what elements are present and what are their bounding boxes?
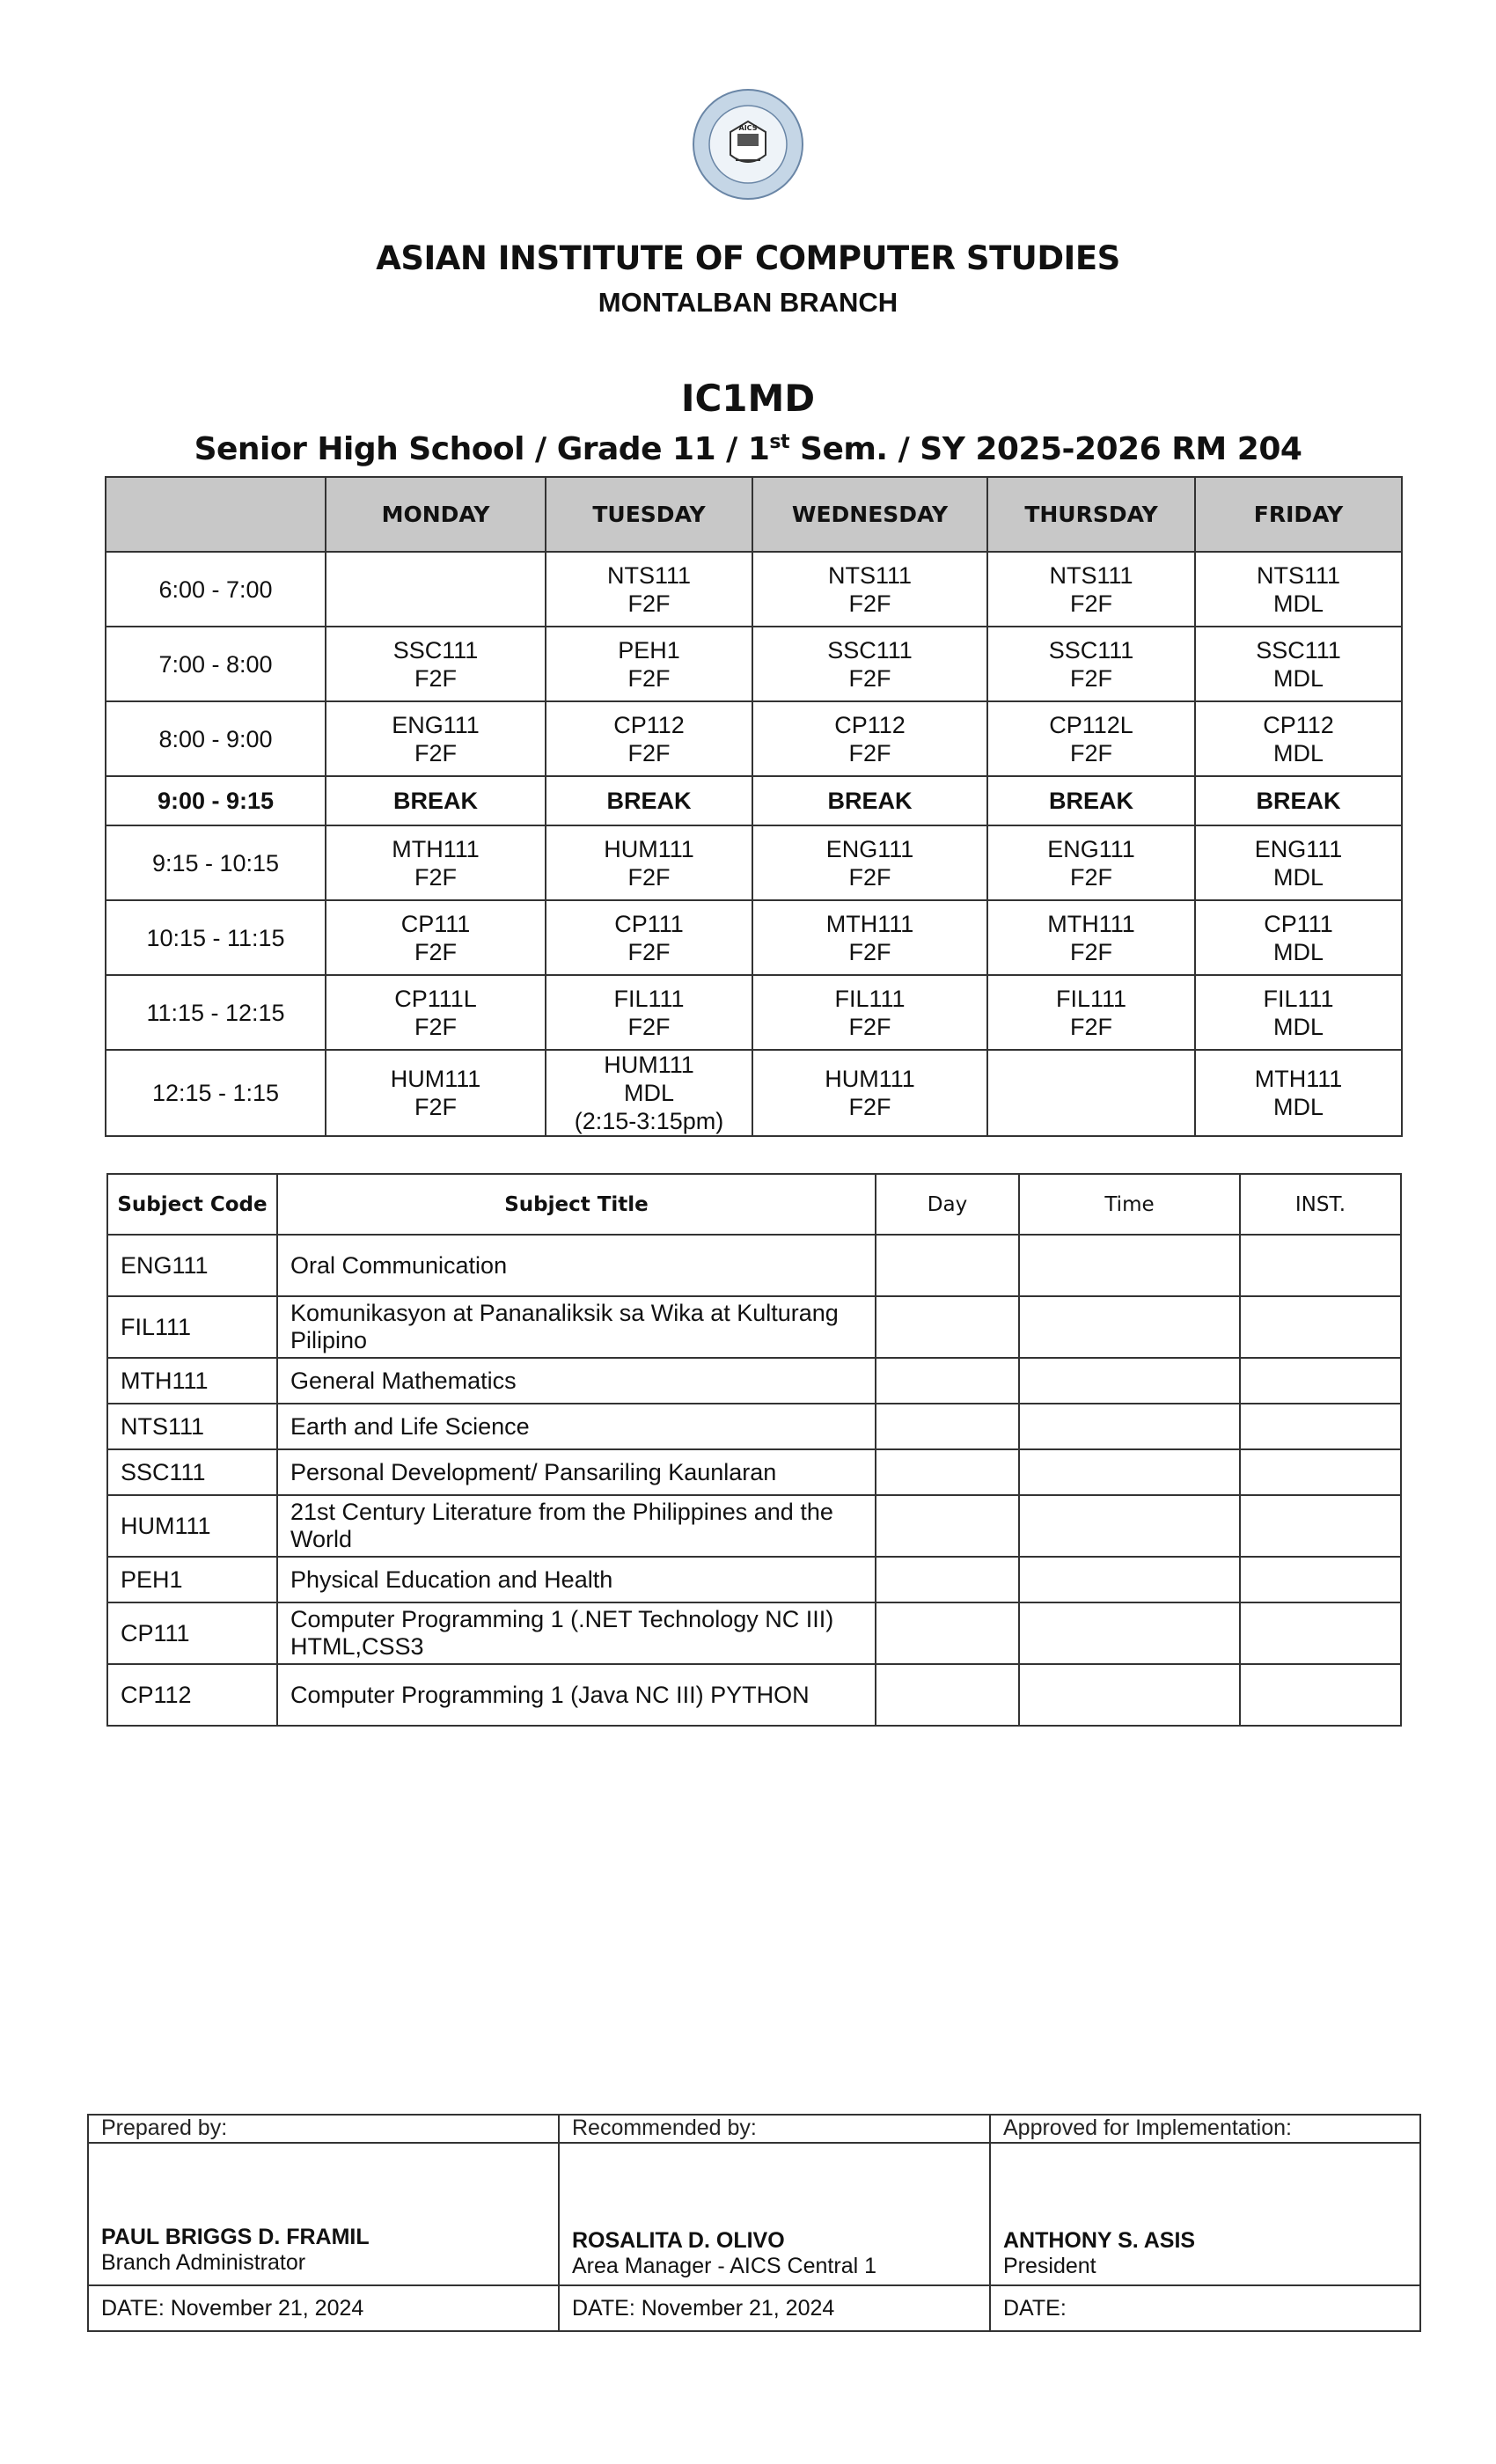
subject-row xyxy=(107,1404,1401,1449)
subject-instructor xyxy=(1240,1296,1401,1358)
class-cell: CP111 MDL xyxy=(1195,900,1402,975)
subject-row xyxy=(107,1358,1401,1404)
subject-day xyxy=(876,1296,1019,1358)
subjects-header-row xyxy=(107,1174,1401,1235)
instructor-header: INST. xyxy=(1240,1174,1401,1235)
time-slot: 10:15 - 11:15 xyxy=(106,900,326,975)
class-cell: SSC111 MDL xyxy=(1195,627,1402,701)
signature-dates-row xyxy=(88,2285,1420,2331)
break-cell: BREAK xyxy=(987,776,1195,825)
break-cell: BREAK xyxy=(752,776,987,825)
subject-time xyxy=(1019,1664,1240,1726)
subject-code: MTH111 xyxy=(107,1358,277,1404)
signature-names-row xyxy=(88,2143,1420,2285)
subject-title: Physical Education and Health xyxy=(277,1557,876,1602)
subject-day xyxy=(876,1602,1019,1664)
subject-day xyxy=(876,1235,1019,1296)
subject-time xyxy=(1019,1296,1240,1358)
class-cell: CP111 F2F xyxy=(546,900,752,975)
prepared-date: DATE: November 21, 2024 xyxy=(88,2285,559,2331)
class-cell: CP112 MDL xyxy=(1195,701,1402,776)
class-cell xyxy=(326,552,546,627)
prepared-by-name: PAUL BRIGGS D. FRAMIL xyxy=(101,2225,370,2249)
subject-time xyxy=(1019,1557,1240,1602)
day-header: FRIDAY xyxy=(1195,477,1402,552)
subject-instructor xyxy=(1240,1235,1401,1296)
class-cell: MTH111 F2F xyxy=(987,900,1195,975)
day-header: WEDNESDAY xyxy=(752,477,987,552)
class-cell: NTS111 F2F xyxy=(546,552,752,627)
class-cell: FIL111 MDL xyxy=(1195,975,1402,1050)
recommended-by-name: ROSALITA D. OLIVO xyxy=(572,2228,785,2253)
schedule-header-row xyxy=(106,477,1402,552)
class-cell: ENG111 F2F xyxy=(987,825,1195,900)
subject-row xyxy=(107,1602,1401,1664)
time-slot: 11:15 - 12:15 xyxy=(106,975,326,1050)
subject-code: NTS111 xyxy=(107,1404,277,1449)
class-cell: SSC111 F2F xyxy=(987,627,1195,701)
schedule-row xyxy=(106,627,1402,701)
schedule-subtitle: Senior High School / Grade 11 / 1st Sem. / SY 2025-2026 RM 204 xyxy=(194,431,1302,467)
class-cell: HUM111 F2F xyxy=(752,1050,987,1136)
subject-row xyxy=(107,1449,1401,1495)
schedule-row xyxy=(106,701,1402,776)
time-slot: 9:15 - 10:15 xyxy=(106,825,326,900)
time-slot: 6:00 - 7:00 xyxy=(106,552,326,627)
day-header: THURSDAY xyxy=(987,477,1195,552)
subject-day xyxy=(876,1358,1019,1404)
subject-code: SSC111 xyxy=(107,1449,277,1495)
break-cell: BREAK xyxy=(326,776,546,825)
section-code: IC1MD xyxy=(680,377,816,420)
class-cell: HUM111 F2F xyxy=(546,825,752,900)
subject-day xyxy=(876,1404,1019,1449)
approved-by-label: Approved for Implementation: xyxy=(990,2115,1420,2143)
recommended-by-label: Recommended by: xyxy=(559,2115,990,2143)
class-cell: SSC111 F2F xyxy=(326,627,546,701)
class-cell: CP111L F2F xyxy=(326,975,546,1050)
recommended-by-signatory xyxy=(559,2143,990,2285)
svg-text:AICS: AICS xyxy=(738,124,758,132)
day-header: TUESDAY xyxy=(546,477,752,552)
day-header: MONDAY xyxy=(326,477,546,552)
schedule-row xyxy=(106,552,1402,627)
schedule-row xyxy=(106,825,1402,900)
subject-code: CP112 xyxy=(107,1664,277,1726)
subject-day xyxy=(876,1495,1019,1557)
break-cell: BREAK xyxy=(546,776,752,825)
time-header: Time xyxy=(1019,1174,1240,1235)
approved-date: DATE: xyxy=(990,2285,1420,2331)
recommended-date: DATE: November 21, 2024 xyxy=(559,2285,990,2331)
approved-by-signatory xyxy=(990,2143,1420,2285)
signature-block xyxy=(87,2114,1421,2332)
subject-instructor xyxy=(1240,1404,1401,1449)
class-cell: CP111 F2F xyxy=(326,900,546,975)
subject-code-header: Subject Code xyxy=(107,1174,277,1235)
prepared-by-label: Prepared by: xyxy=(88,2115,559,2143)
prepared-by-role: Branch Administrator xyxy=(101,2250,306,2275)
subject-code: FIL111 xyxy=(107,1296,277,1358)
subject-time xyxy=(1019,1404,1240,1449)
class-cell: NTS111 MDL xyxy=(1195,552,1402,627)
class-cell: PEH1 F2F xyxy=(546,627,752,701)
class-schedule-table xyxy=(105,476,1403,1137)
subject-instructor xyxy=(1240,1495,1401,1557)
subject-title: Computer Programming 1 (Java NC III) PYTHON xyxy=(277,1664,876,1726)
subject-title: Oral Communication xyxy=(277,1235,876,1296)
class-cell: HUM111 MDL (2:15-3:15pm) xyxy=(546,1050,752,1136)
subject-instructor xyxy=(1240,1557,1401,1602)
schedule-row xyxy=(106,1050,1402,1136)
subject-title-header: Subject Title xyxy=(277,1174,876,1235)
subject-time xyxy=(1019,1602,1240,1664)
day-header: Day xyxy=(876,1174,1019,1235)
subject-row xyxy=(107,1235,1401,1296)
subject-row xyxy=(107,1664,1401,1726)
class-cell: FIL111 F2F xyxy=(752,975,987,1050)
recommended-by-role: Area Manager - AICS Central 1 xyxy=(572,2254,876,2278)
subject-time xyxy=(1019,1358,1240,1404)
subjects-table xyxy=(106,1173,1402,1727)
class-cell: MTH111 MDL xyxy=(1195,1050,1402,1136)
class-cell: FIL111 F2F xyxy=(546,975,752,1050)
class-cell: NTS111 F2F xyxy=(752,552,987,627)
aics-seal-logo xyxy=(692,88,804,201)
subject-time xyxy=(1019,1495,1240,1557)
class-cell: FIL111 F2F xyxy=(987,975,1195,1050)
time-slot: 8:00 - 9:00 xyxy=(106,701,326,776)
approved-by-name: ANTHONY S. ASIS xyxy=(1003,2228,1196,2253)
schedule-row xyxy=(106,900,1402,975)
subject-instructor xyxy=(1240,1664,1401,1726)
subject-instructor xyxy=(1240,1358,1401,1404)
subject-row xyxy=(107,1296,1401,1358)
subject-code: HUM111 xyxy=(107,1495,277,1557)
subject-day xyxy=(876,1557,1019,1602)
class-cell: CP112L F2F xyxy=(987,701,1195,776)
subject-code: ENG111 xyxy=(107,1235,277,1296)
subject-title: Earth and Life Science xyxy=(277,1404,876,1449)
class-cell: SSC111 F2F xyxy=(752,627,987,701)
subject-code: PEH1 xyxy=(107,1557,277,1602)
class-cell: MTH111 F2F xyxy=(752,900,987,975)
class-cell: MTH111 F2F xyxy=(326,825,546,900)
break-cell: BREAK xyxy=(1195,776,1402,825)
subject-title: Personal Development/ Pansariling Kaunlaran xyxy=(277,1449,876,1495)
time-slot: 9:00 - 9:15 xyxy=(106,776,326,825)
class-cell: CP112 F2F xyxy=(546,701,752,776)
class-cell: CP112 F2F xyxy=(752,701,987,776)
subject-code: CP111 xyxy=(107,1602,277,1664)
time-slot: 7:00 - 8:00 xyxy=(106,627,326,701)
subject-title: 21st Century Literature from the Philippines and the World xyxy=(277,1495,876,1557)
subject-row xyxy=(107,1495,1401,1557)
class-cell: ENG111 F2F xyxy=(326,701,546,776)
subject-row xyxy=(107,1557,1401,1602)
subject-time xyxy=(1019,1449,1240,1495)
approved-by-role: President xyxy=(1003,2254,1096,2278)
class-cell xyxy=(987,1050,1195,1136)
subject-instructor xyxy=(1240,1602,1401,1664)
time-slot: 12:15 - 1:15 xyxy=(106,1050,326,1136)
subject-instructor xyxy=(1240,1449,1401,1495)
subject-title: Computer Programming 1 (.NET Technology NC III) HTML,CSS3 xyxy=(277,1602,876,1664)
subject-title: General Mathematics xyxy=(277,1358,876,1404)
prepared-by-signatory xyxy=(88,2143,559,2285)
subject-time xyxy=(1019,1235,1240,1296)
subject-day xyxy=(876,1664,1019,1726)
class-cell: ENG111 MDL xyxy=(1195,825,1402,900)
class-cell: HUM111 F2F xyxy=(326,1050,546,1136)
class-cell: ENG111 F2F xyxy=(752,825,987,900)
branch-name: MONTALBAN BRANCH xyxy=(598,287,898,318)
subject-title: Komunikasyon at Pananaliksik sa Wika at Kulturang Pilipino xyxy=(277,1296,876,1358)
time-header xyxy=(106,477,326,552)
class-cell: NTS111 F2F xyxy=(987,552,1195,627)
break-row xyxy=(106,776,1402,825)
signature-labels-row xyxy=(88,2115,1420,2143)
subject-day xyxy=(876,1449,1019,1495)
institution-name: ASIAN INSTITUTE OF COMPUTER STUDIES xyxy=(376,239,1120,277)
schedule-row xyxy=(106,975,1402,1050)
